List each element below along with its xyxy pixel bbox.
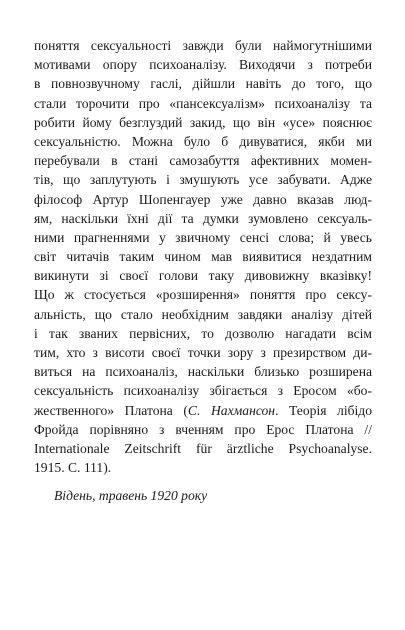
text-line: тів, що заплутують і змушують усе забувати. Адже <box>34 172 372 188</box>
text-line: Що ж стосується «розширення» поняття про сексу- <box>34 287 372 303</box>
text-line: виться на психоаналіз, наскільки близько розширена <box>34 364 372 380</box>
text-line-with-citation <box>34 401 372 420</box>
text-line: викинути зі своєї голови таку дивовижну вказівку! <box>34 268 372 284</box>
text-line: Фройда порівняно з вченням про Ерос Платона // <box>34 421 372 437</box>
signature-place-date: Відень, травень 1920 року <box>54 488 208 504</box>
text-line: Internationale Zeitschrift für ärztliche Psychoanalyse. <box>34 440 372 456</box>
text-line: мотивами опору психоаналізу. Виходячи з потреби <box>34 57 372 73</box>
cited-author: С. Нахмансон <box>187 402 276 418</box>
text-line: альність, що стало необхідним завдяки аналізу дітей <box>34 306 372 322</box>
page-text <box>34 36 372 506</box>
text-segment: жественного» Платона ( <box>34 402 188 418</box>
text-line: сексуальністю. Можна було б дивуватися, якби ми <box>34 133 372 149</box>
text-line: і так званих первісних, то дозволю нагадати всім <box>34 325 372 341</box>
text-line: ям, наскільки їхні дії та думки зумовлено сексуаль- <box>34 210 372 226</box>
text-line: в повнозвучному гаслі, дійшли навіть до того, що <box>34 76 372 92</box>
text-line: сексуальність психоаналізу збігається з Еросом «бо- <box>34 383 372 399</box>
text-line: поняття сексуальності завжди були наймогутнішими <box>34 38 372 53</box>
text-line: перебували в стані самозабуття афективних момен- <box>34 153 372 169</box>
text-line: 1915. С. 111). <box>34 460 112 476</box>
text-segment: . Теорія лібідо <box>275 402 372 418</box>
text-line: тим, хто з висоти своєї точки зору з презирством ди- <box>34 345 372 360</box>
text-line: стали торочити про «пансексуалізм» психоаналізу та <box>34 95 372 111</box>
text-line: робити йому безглуздий закид, що він «усе» пояснює <box>34 114 372 130</box>
text-line: світ читачів таким чином мав виявитися нездатним <box>34 249 372 265</box>
text-line: ними прагненнями у звичному сенсі слова; й увесь <box>34 229 372 245</box>
text-line: філософ Артур Шопенгауер уже давно вказав люд- <box>34 191 372 207</box>
